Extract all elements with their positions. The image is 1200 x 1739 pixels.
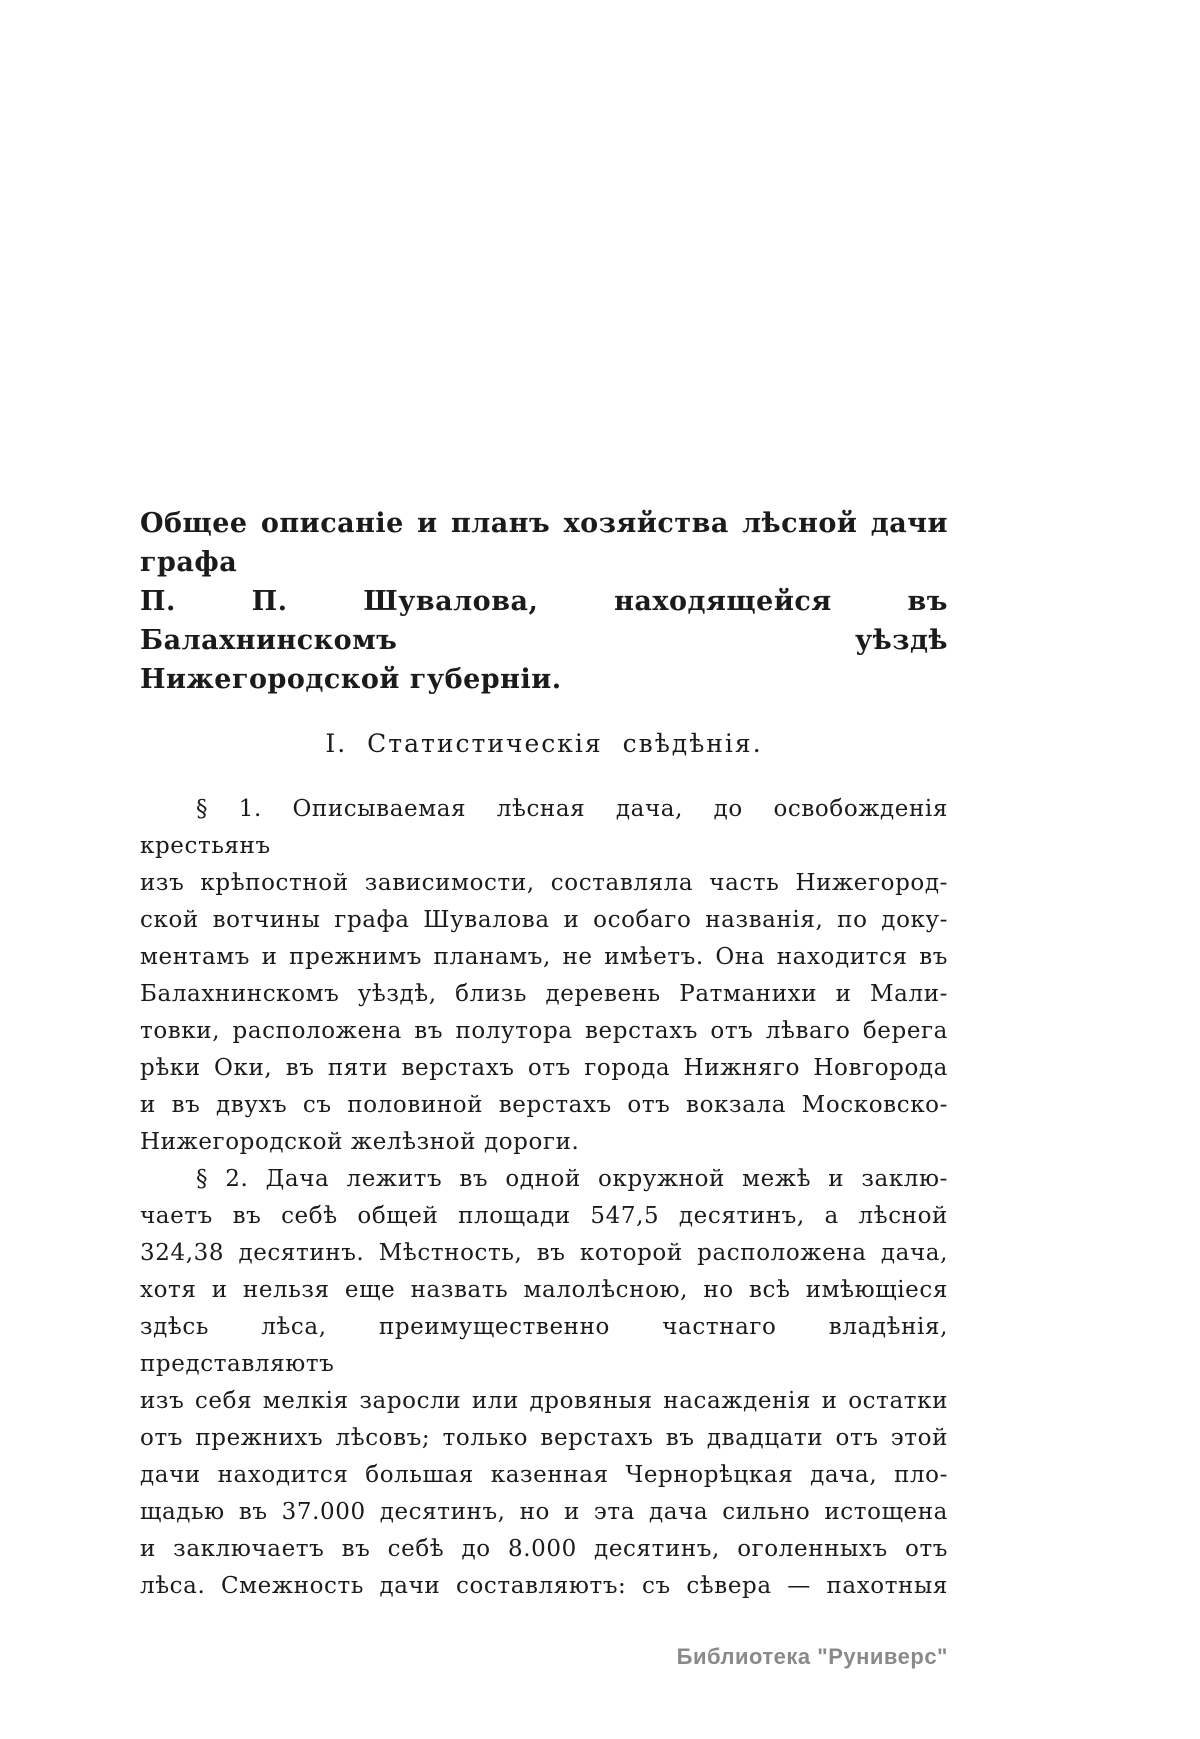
document-title xyxy=(140,504,948,699)
text-line: 324,38 десятинъ. Мѣстность, въ которой расположена дача, xyxy=(140,1240,948,1266)
paragraph xyxy=(140,1161,948,1605)
library-watermark: Библиотека "Руниверс" xyxy=(676,1644,948,1669)
text-line: § 1. Описываемая лѣсная дача, до освобожденія крестьянъ xyxy=(140,796,948,859)
title-line: Нижегородской губерніи. xyxy=(140,664,562,695)
text-line: Балахнинскомъ уѣздѣ, близь деревень Ратманихи и Мали- xyxy=(140,981,948,1007)
text-line: хотя и нельзя еще назвать малолѣсною, но всѣ имѣющіеся xyxy=(140,1277,948,1303)
text-line: лѣса. Смежность дачи составляютъ: съ сѣвера — пахотныя xyxy=(140,1573,948,1599)
text-line: чаетъ въ себѣ общей площади 547,5 десятинъ, а лѣсной xyxy=(140,1203,948,1229)
text-line: дачи находится большая казенная Чернорѣцкая дача, пло- xyxy=(140,1462,948,1488)
document-body xyxy=(140,791,948,1605)
text-line: рѣки Оки, въ пяти верстахъ отъ города Нижняго Новгорода xyxy=(140,1055,948,1081)
title-line: П. П. Шувалова, находящейся въ Балахнинскомъ уѣздѣ xyxy=(140,586,948,656)
title-line: Общее описаніе и планъ хозяйства лѣсной дачи графа xyxy=(140,508,948,578)
text-block xyxy=(140,504,948,1605)
text-line: изъ крѣпостной зависимости, составляла часть Нижегород- xyxy=(140,870,948,896)
text-line: ской вотчины графа Шувалова и особаго названія, по доку- xyxy=(140,907,948,933)
text-line: здѣсь лѣса, преимущественно частнаго владѣнія, представляютъ xyxy=(140,1314,948,1377)
text-line: щадью въ 37.000 десятинъ, но и эта дача сильно истощена xyxy=(140,1499,948,1525)
text-line: и въ двухъ съ половиной верстахъ отъ вокзала Московско- xyxy=(140,1092,948,1118)
text-line: товки, расположена въ полутора верстахъ отъ лѣваго берега xyxy=(140,1018,948,1044)
text-line: отъ прежнихъ лѣсовъ; только верстахъ въ двадцати отъ этой xyxy=(140,1425,948,1451)
text-line: ментамъ и прежнимъ планамъ, не имѣетъ. Она находится въ xyxy=(140,944,948,970)
text-line: Нижегородской желѣзной дороги. xyxy=(140,1129,580,1155)
section-heading: I. Статистическія свѣдѣнія. xyxy=(325,729,763,758)
text-line: и заключаетъ въ себѣ до 8.000 десятинъ, оголенныхъ отъ xyxy=(140,1536,948,1562)
text-line: § 2. Дача лежитъ въ одной окружной межѣ и заклю- xyxy=(196,1166,948,1192)
text-line: изъ себя мелкія заросли или дровяныя насажденія и остатки xyxy=(140,1388,948,1414)
paragraph xyxy=(140,791,948,1161)
